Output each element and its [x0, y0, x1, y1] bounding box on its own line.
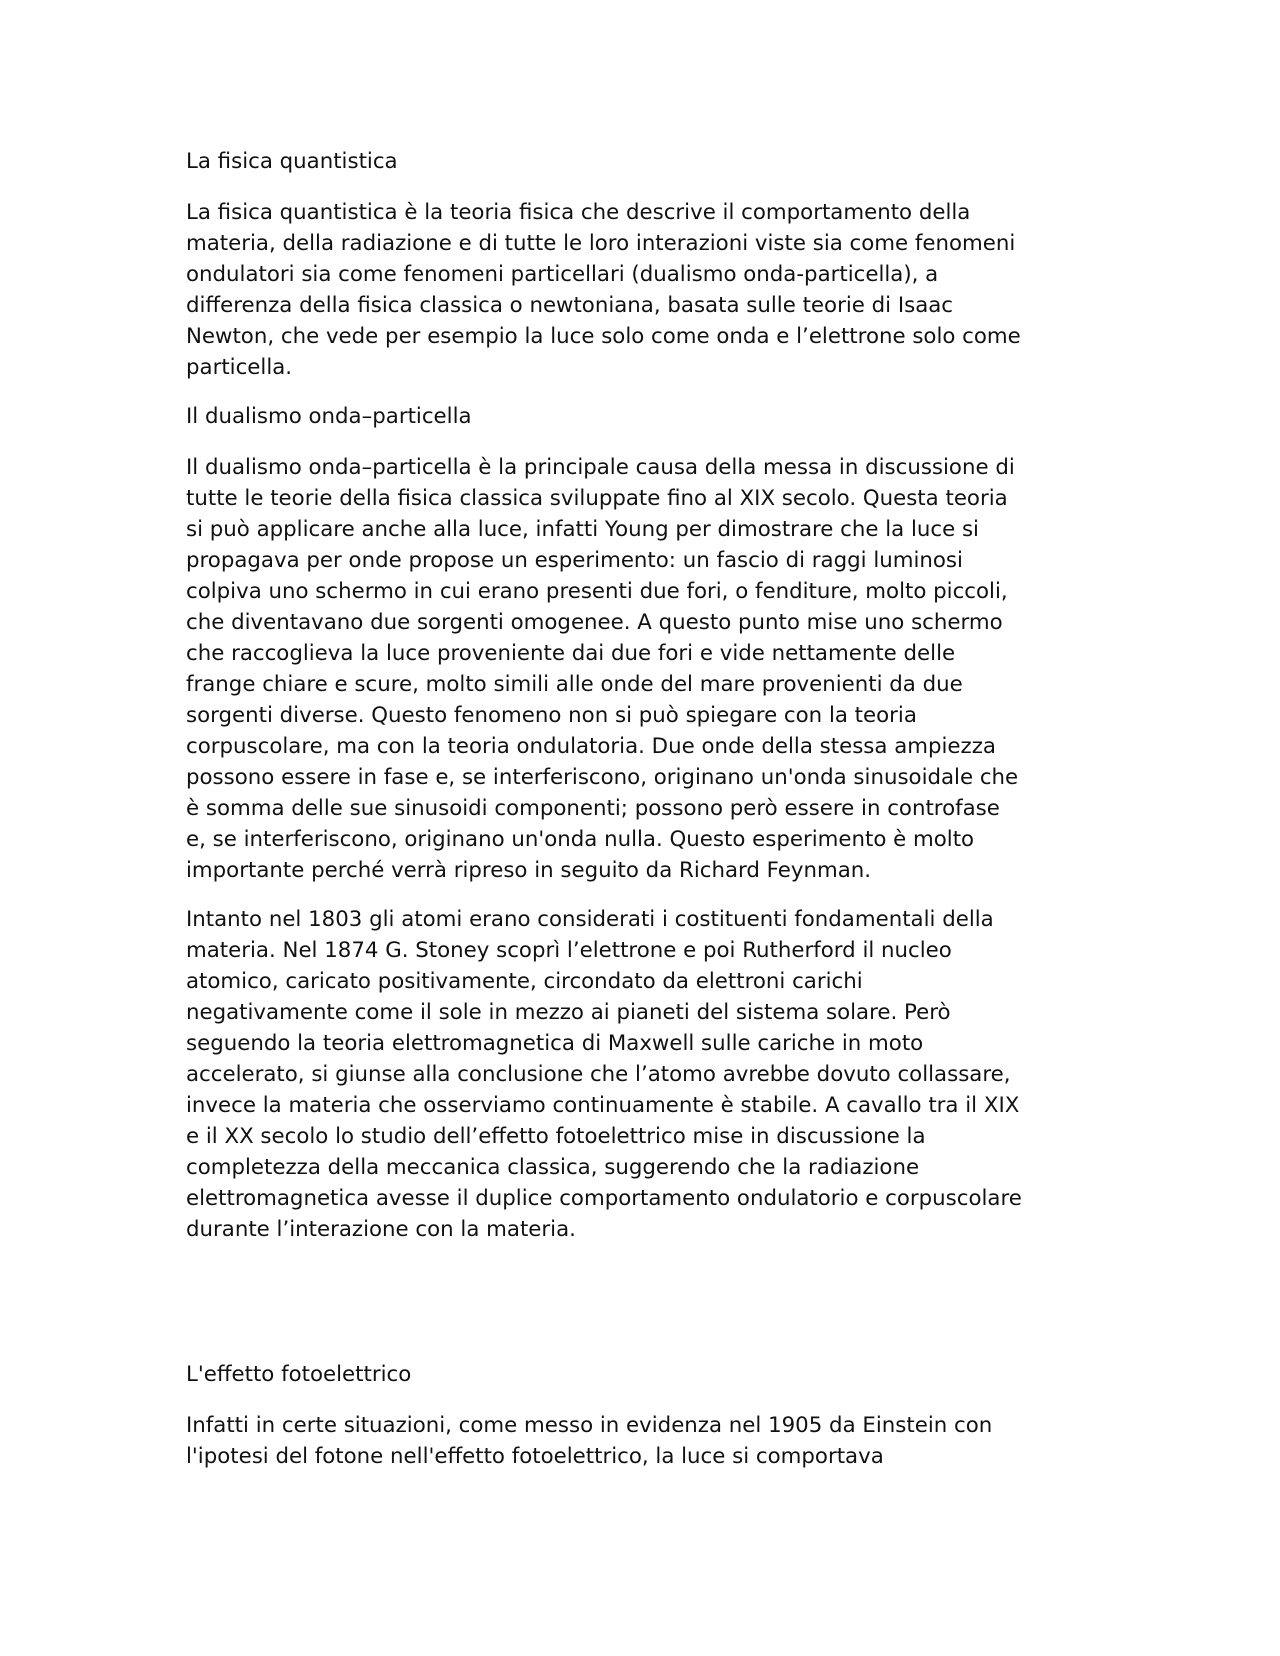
text-line: e il XX secolo lo studio dell’effetto fotoelettrico mise in discussione la [186, 1124, 926, 1149]
text-line: atomico, caricato positivamente, circondato da elettroni carichi [186, 969, 863, 994]
text-line: Infatti in certe situazioni, come messo in evidenza nel 1905 da Einstein con [186, 1413, 993, 1438]
text-line: La fisica quantistica è la teoria fisica che descrive il comportamento della [186, 200, 971, 225]
text-line: che diventavano due sorgenti omogenee. A questo punto mise uno schermo [186, 610, 1003, 635]
text-line: si può applicare anche alla luce, infatti Young per dimostrare che la luce si [186, 517, 979, 542]
text-line: durante l’interazione con la materia. [186, 1217, 576, 1242]
text-line: accelerato, si giunse alla conclusione che l’atomo avrebbe dovuto collassare, [186, 1062, 1011, 1087]
text-line: Il dualismo onda–particella è la principale causa della messa in discussione di [186, 455, 1015, 480]
section-heading: La fisica quantistica [186, 149, 398, 174]
paragraph [186, 452, 1100, 886]
text-line: materia, della radiazione e di tutte le loro interazioni viste sia come fenomeni [186, 231, 1016, 256]
section-heading: L'effetto fotoelettrico [186, 1362, 412, 1387]
text-line: l'ipotesi del fotone nell'effetto fotoelettrico, la luce si comportava [186, 1444, 884, 1469]
text-line: corpuscolare, ma con la teoria ondulatoria. Due onde della stessa ampiezza [186, 734, 996, 759]
text-line: completezza della meccanica classica, suggerendo che la radiazione [186, 1155, 920, 1180]
text-line: particella. [186, 355, 293, 380]
text-line: possono essere in fase e, se interferiscono, originano un'onda sinusoidale che [186, 765, 1019, 790]
text-line: invece la materia che osserviamo continuamente è stabile. A cavallo tra il XIX [186, 1093, 1020, 1118]
text-line: colpiva uno schermo in cui erano presenti due fori, o fenditure, molto piccoli, [186, 579, 1008, 604]
text-line: materia. Nel 1874 G. Stoney scoprì l’elettrone e poi Rutherford il nucleo [186, 938, 952, 963]
paragraph [186, 197, 1100, 383]
text-line: Intanto nel 1803 gli atomi erano considerati i costituenti fondamentali della [186, 907, 994, 932]
text-line: seguendo la teoria elettromagnetica di Maxwell sulle cariche in moto [186, 1031, 924, 1056]
text-line: propagava per onde propose un esperimento: un fascio di raggi luminosi [186, 548, 963, 573]
section-heading: Il dualismo onda–particella [186, 404, 472, 429]
text-line: differenza della fisica classica o newtoniana, basata sulle teorie di Isaac [186, 293, 953, 318]
text-line: è somma delle sue sinusoidi componenti; possono però essere in controfase [186, 796, 1000, 821]
text-line: sorgenti diverse. Questo fenomeno non si può spiegare con la teoria [186, 703, 917, 728]
text-line: elettromagnetica avesse il duplice comportamento ondulatorio e corpuscolare [186, 1186, 1022, 1211]
text-line: tutte le teorie della fisica classica sviluppate fino al XIX secolo. Questa teoria [186, 486, 1008, 511]
text-line: e, se interferiscono, originano un'onda nulla. Questo esperimento è molto [186, 827, 975, 852]
text-line: frange chiare e scure, molto simili alle onde del mare provenienti da due [186, 672, 963, 697]
text-line: negativamente come il sole in mezzo ai pianeti del sistema solare. Però [186, 1000, 951, 1025]
text-line: ondulatori sia come fenomeni particellari (dualismo onda-particella), a [186, 262, 939, 287]
document-page [186, 146, 1100, 1472]
paragraph [186, 1410, 1100, 1472]
text-line: Newton, che vede per esempio la luce solo come onda e l’elettrone solo come [186, 324, 1021, 349]
text-line: che raccoglieva la luce proveniente dai due fori e vide nettamente delle [186, 641, 956, 666]
paragraph [186, 904, 1100, 1245]
text-line: importante perché verrà ripreso in seguito da Richard Feynman. [186, 858, 872, 883]
